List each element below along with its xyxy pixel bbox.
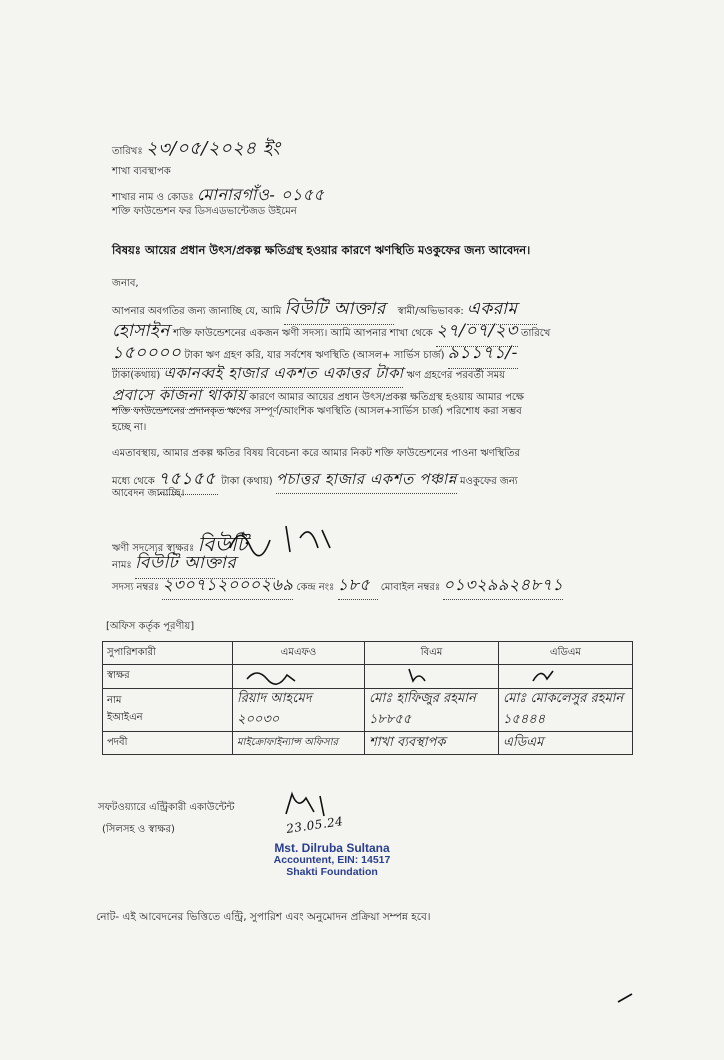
waive-words-hand: পচাত্তর হাজার একশত পঞ্চান্ন <box>276 468 457 494</box>
header-mfo: এমএফও <box>233 642 365 665</box>
header-bm: বিএম <box>365 642 499 665</box>
accountant-label-line2: (সিলসহ ও স্বাক্ষর) <box>102 824 175 835</box>
body2-l2-text-c: মওকুফের জন্য <box>459 476 518 487</box>
member-no-label: সদস্য নম্বরঃ <box>112 582 160 593</box>
applicant-signature-label: ঋণী সদস্যের স্বাক্ষরঃ <box>112 543 195 554</box>
table-header-row <box>103 642 633 665</box>
branch-name-code-label: শাখার নাম ও কোডঃ <box>112 192 194 203</box>
row-name-label <box>103 689 233 732</box>
adm-name: মোঃ মোকলেসুর রহমান <box>503 691 624 706</box>
office-use-label: [অফিস কর্তৃক পূরণীয়] <box>106 621 195 632</box>
applicant-name-label: নামঃ <box>112 560 132 571</box>
stamp-role: Accountent, EIN: 14517 <box>273 854 391 866</box>
note: নোট- এই আবেদনের ভিত্তিতে এন্ট্রি, সুপারিশ এবং অনুমোদন প্রক্রিয়া সম্পন্ন হবে। <box>96 911 431 923</box>
waive-amount-hand: ৭৫১৫৫ <box>158 466 218 495</box>
mfo-ein: ২০০৩০ <box>237 712 280 727</box>
row-designation-label: পদবী <box>103 732 233 755</box>
row-name-label-text: নাম <box>107 695 122 706</box>
loan-date-hand: ২৭/০৭/২৩ <box>436 318 518 347</box>
body1-l2-text-c: তারিখে <box>520 328 551 339</box>
stray-mark <box>616 992 636 1004</box>
body1-l4-text-b: ঋণ গ্রহণের পরবর্তী সময় <box>406 370 506 381</box>
body2-line1: এমতাবস্থায়, আমার প্রকল্প ক্ষতির বিষয় বিবেচনা করে আমার নিকট শক্তি ফাউন্ডেশনের পাওনা ঋণস্থিতির <box>112 448 521 459</box>
row-ein-label-text: ইআইএন <box>107 712 143 723</box>
center-no-label: কেন্দ্র নংঃ <box>296 582 335 593</box>
mobile-label: মোবাইল নম্বরঃ <box>380 582 441 593</box>
subject: বিষয়ঃ আয়ের প্রধান উৎস/প্রকল্প ক্ষতিগ্রস্থ হওয়ার কারণে ঋণস্থিতি মওকুফের জন্য আবেদন। <box>112 243 531 257</box>
body1-l1-text-b: স্বামী/অভিভাবক: <box>397 306 464 317</box>
salutation: জনাব, <box>112 278 139 289</box>
adm-ein: ১৫৪৪৪ <box>503 712 546 727</box>
mfo-signature <box>237 665 337 685</box>
applicant-signature: বিউটি <box>197 532 249 556</box>
table-row-designation <box>103 732 633 755</box>
date-value: ২৩/০৫/২০২৪ ইং <box>145 138 281 159</box>
body1-line6: শক্তি ফাউন্ডেশনের প্রদানকৃত ঋণের সম্পূর্ণ/আংশিক ঋণস্থিতি (আসল+সার্ভিস চার্জ) পরিশোধ করা সম্ভব <box>112 406 522 417</box>
branch-manager: শাখা ব্যবস্থাপক <box>112 166 171 177</box>
damage-reason-hand: প্রবাসে কাজনা থাকায় <box>112 384 246 410</box>
header-recommender: সুপারিশকারী <box>103 642 233 665</box>
guardian-name-hand: একরাম <box>467 296 537 325</box>
body1-l3-text: টাকা ঋণ গ্রহণ করি, যার সর্বশেষ ঋণস্থিতি (আসল+ সার্ভিস চার্জ) <box>184 350 445 361</box>
table-row-name <box>103 689 633 732</box>
stamp-name: Mst. Dilruba Sultana <box>274 841 390 855</box>
body2-l2-text-a: মধ্যে থেকে <box>112 476 155 487</box>
member-no-value: ২৩০৭১২০০০২৬৯ <box>162 572 293 600</box>
approval-table <box>102 641 633 755</box>
adm-signature <box>503 665 603 685</box>
guardian-surname-hand: হোসাইন <box>112 321 170 341</box>
center-no-value: ১৮৫ <box>338 572 378 600</box>
adm-designation: এডিএম <box>499 732 633 755</box>
bm-signature-cell <box>365 665 499 689</box>
table-row-signature <box>103 665 633 689</box>
member-info-line <box>112 572 563 600</box>
body2-line3: আবেদন জানাচ্ছি। <box>112 488 185 499</box>
bm-designation: শাখা ব্যবস্থাপক <box>365 732 499 755</box>
body2-l2-text-b: টাকা (কথায়) <box>221 476 273 487</box>
bm-ein: ১৮৮৫৫ <box>369 712 412 727</box>
mfo-signature-cell <box>233 665 365 689</box>
bm-name-cell <box>365 689 499 732</box>
body1-l5-text: কারণে আমার আয়ের প্রধান উৎস/প্রকল্প ক্ষতিগ্রস্থ হওয়ায় আমার পক্ষে <box>249 392 524 403</box>
outstanding-amount-hand: ৯১১৭১/- <box>448 340 518 369</box>
applicant-name-value: বিউটি আক্তার <box>135 550 275 579</box>
stamp-org: Shakti Foundation <box>286 866 378 878</box>
adm-name-cell <box>499 689 633 732</box>
body1-l2-text: শক্তি ফাউন্ডেশনের একজন ঋণী সদস্য। আমি আপনার শাখা থেকে <box>173 328 433 339</box>
body1-line7: হচ্ছে না। <box>112 422 147 433</box>
loan-amount-hand: ১৫০০০০ <box>112 340 181 369</box>
mobile-value: ০১৩২৯৯২৪৮৭১ <box>443 572 563 600</box>
adm-signature-cell <box>499 665 633 689</box>
applicant-name-hand: বিউটি আক্তার <box>284 296 394 325</box>
date-label: তারিখঃ <box>112 146 143 157</box>
date-line <box>112 134 280 165</box>
body1-l4-text-a: টাকা(কথায়) <box>112 370 161 381</box>
mfo-name: রিয়াদ আহমেদ <box>237 691 312 706</box>
accountant-label-line1: সফটওয়্যারে এন্ট্রিকারী একাউন্টেন্ট <box>98 802 235 813</box>
org-line: শক্তি ফাউন্ডেশন ফর ডিসএডভান্টেজড উইমেন <box>112 206 297 217</box>
branch-name-code-value: মোনারগাঁও- ০১৫৫ <box>196 185 325 204</box>
mfo-designation: মাইক্রোফাইন্যান্স অফিসার <box>233 732 365 755</box>
body1-l1-text-a: আপনার অবগতির জন্য জানাচ্ছি যে, আমি <box>112 306 282 317</box>
bm-name: মোঃ হাফিজুর রহমান <box>369 691 476 706</box>
bm-signature <box>369 665 469 685</box>
outstanding-words-hand: একানব্বই হাজার একশত একাত্তর টাকা <box>164 362 404 388</box>
header-adm: এডিএম <box>499 642 633 665</box>
row-sign-label: স্বাক্ষর <box>103 665 233 689</box>
accountant-sign-date: 23.05.24 <box>285 814 345 836</box>
accountant-stamp <box>262 842 402 878</box>
mfo-name-cell <box>233 689 365 732</box>
